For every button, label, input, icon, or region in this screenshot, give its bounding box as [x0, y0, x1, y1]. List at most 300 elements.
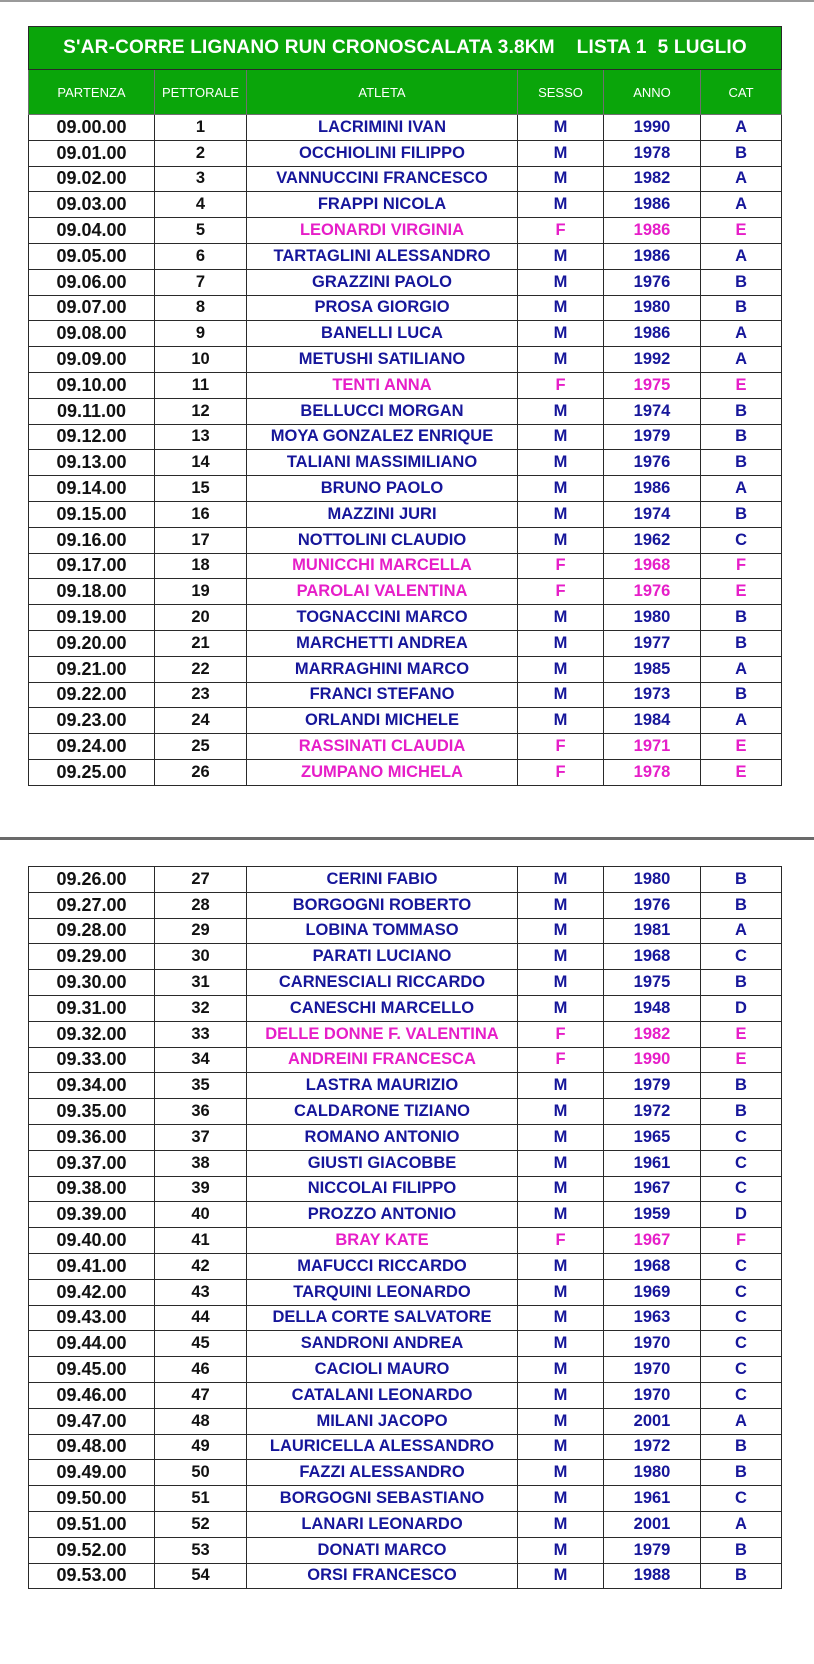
sex-cell: M: [518, 295, 604, 321]
year-cell: 1973: [604, 682, 701, 708]
category-cell: C: [701, 1176, 782, 1202]
sex-cell: F: [518, 1021, 604, 1047]
start-time-cell: 09.11.00: [29, 398, 155, 424]
table-row: [29, 682, 782, 708]
sex-cell: M: [518, 1408, 604, 1434]
sex-cell: F: [518, 1228, 604, 1254]
start-time-cell: 09.47.00: [29, 1408, 155, 1434]
athlete-cell: CACIOLI MAURO: [247, 1357, 518, 1383]
year-cell: 1990: [604, 1047, 701, 1073]
table-row: [29, 1331, 782, 1357]
start-time-cell: 09.44.00: [29, 1331, 155, 1357]
table-row: [29, 1124, 782, 1150]
category-cell: B: [701, 1563, 782, 1589]
table-row: [29, 476, 782, 502]
category-cell: B: [701, 1434, 782, 1460]
start-time-cell: 09.37.00: [29, 1150, 155, 1176]
bib-cell: 2: [155, 140, 247, 166]
table-row: [29, 708, 782, 734]
category-cell: C: [701, 1305, 782, 1331]
year-cell: 1971: [604, 734, 701, 760]
table-row: [29, 970, 782, 996]
table-row: [29, 734, 782, 760]
start-time-cell: 09.52.00: [29, 1537, 155, 1563]
athlete-cell: MAFUCCI RICCARDO: [247, 1253, 518, 1279]
sex-cell: M: [518, 1099, 604, 1125]
category-cell: D: [701, 1202, 782, 1228]
bib-cell: 30: [155, 944, 247, 970]
bib-cell: 27: [155, 867, 247, 893]
table-row: [29, 527, 782, 553]
bib-cell: 49: [155, 1434, 247, 1460]
category-cell: C: [701, 944, 782, 970]
athlete-cell: BORGOGNI ROBERTO: [247, 892, 518, 918]
start-time-cell: 09.48.00: [29, 1434, 155, 1460]
table-row: [29, 1202, 782, 1228]
category-cell: A: [701, 115, 782, 141]
bib-cell: 4: [155, 192, 247, 218]
sex-cell: M: [518, 1150, 604, 1176]
category-cell: B: [701, 1537, 782, 1563]
category-cell: B: [701, 1099, 782, 1125]
sex-cell: M: [518, 424, 604, 450]
sex-cell: M: [518, 398, 604, 424]
sex-cell: M: [518, 1253, 604, 1279]
year-cell: 1976: [604, 269, 701, 295]
category-cell: B: [701, 1460, 782, 1486]
bib-cell: 11: [155, 372, 247, 398]
bib-cell: 7: [155, 269, 247, 295]
start-time-cell: 09.05.00: [29, 243, 155, 269]
table-row: [29, 1099, 782, 1125]
start-time-cell: 09.36.00: [29, 1124, 155, 1150]
start-time-cell: 09.45.00: [29, 1357, 155, 1383]
start-time-cell: 09.20.00: [29, 630, 155, 656]
year-cell: 1974: [604, 398, 701, 424]
category-cell: B: [701, 630, 782, 656]
athlete-cell: RASSINATI CLAUDIA: [247, 734, 518, 760]
bib-cell: 36: [155, 1099, 247, 1125]
start-time-cell: 09.27.00: [29, 892, 155, 918]
table-row: [29, 1253, 782, 1279]
athlete-cell: MARRAGHINI MARCO: [247, 656, 518, 682]
header-cat: CAT: [701, 70, 782, 115]
category-cell: E: [701, 218, 782, 244]
bib-cell: 54: [155, 1563, 247, 1589]
bib-cell: 3: [155, 166, 247, 192]
athlete-cell: TARTAGLINI ALESSANDRO: [247, 243, 518, 269]
athlete-cell: LACRIMINI IVAN: [247, 115, 518, 141]
table-row: [29, 115, 782, 141]
year-cell: 1985: [604, 656, 701, 682]
start-time-cell: 09.21.00: [29, 656, 155, 682]
start-time-cell: 09.13.00: [29, 450, 155, 476]
start-time-cell: 09.46.00: [29, 1382, 155, 1408]
category-cell: B: [701, 140, 782, 166]
start-time-cell: 09.49.00: [29, 1460, 155, 1486]
start-list-table-2: [28, 866, 782, 1589]
athlete-cell: LAURICELLA ALESSANDRO: [247, 1434, 518, 1460]
athlete-cell: BORGOGNI SEBASTIANO: [247, 1486, 518, 1512]
sex-cell: F: [518, 734, 604, 760]
year-cell: 1980: [604, 867, 701, 893]
category-cell: E: [701, 734, 782, 760]
sex-cell: M: [518, 347, 604, 373]
category-cell: A: [701, 166, 782, 192]
category-cell: A: [701, 192, 782, 218]
athlete-cell: ANDREINI FRANCESCA: [247, 1047, 518, 1073]
category-cell: B: [701, 892, 782, 918]
start-time-cell: 09.26.00: [29, 867, 155, 893]
sex-cell: M: [518, 1202, 604, 1228]
table-row: [29, 166, 782, 192]
bib-cell: 26: [155, 759, 247, 785]
athlete-cell: CERINI FABIO: [247, 867, 518, 893]
athlete-cell: ORSI FRANCESCO: [247, 1563, 518, 1589]
athlete-cell: CANESCHI MARCELLO: [247, 995, 518, 1021]
sex-cell: M: [518, 1511, 604, 1537]
sex-cell: F: [518, 1047, 604, 1073]
sex-cell: M: [518, 995, 604, 1021]
start-time-cell: 09.04.00: [29, 218, 155, 244]
start-time-cell: 09.35.00: [29, 1099, 155, 1125]
bib-cell: 33: [155, 1021, 247, 1047]
category-cell: C: [701, 1382, 782, 1408]
bib-cell: 5: [155, 218, 247, 244]
category-cell: B: [701, 682, 782, 708]
category-cell: B: [701, 867, 782, 893]
category-cell: C: [701, 1279, 782, 1305]
sex-cell: M: [518, 970, 604, 996]
sex-cell: M: [518, 321, 604, 347]
header-atleta: ATLETA: [247, 70, 518, 115]
table-row: [29, 1408, 782, 1434]
year-cell: 1959: [604, 1202, 701, 1228]
bib-cell: 19: [155, 579, 247, 605]
athlete-cell: FRANCI STEFANO: [247, 682, 518, 708]
sex-cell: M: [518, 1460, 604, 1486]
start-time-cell: 09.18.00: [29, 579, 155, 605]
sex-cell: M: [518, 1331, 604, 1357]
category-cell: A: [701, 1408, 782, 1434]
category-cell: B: [701, 970, 782, 996]
year-cell: 1962: [604, 527, 701, 553]
table-row: [29, 1382, 782, 1408]
bib-cell: 21: [155, 630, 247, 656]
category-cell: B: [701, 450, 782, 476]
start-time-cell: 09.07.00: [29, 295, 155, 321]
table-row: [29, 1537, 782, 1563]
header-anno: ANNO: [604, 70, 701, 115]
category-cell: B: [701, 269, 782, 295]
sex-cell: F: [518, 759, 604, 785]
year-cell: 1978: [604, 140, 701, 166]
athlete-cell: VANNUCCINI FRANCESCO: [247, 166, 518, 192]
table-row: [29, 759, 782, 785]
start-time-cell: 09.32.00: [29, 1021, 155, 1047]
year-cell: 1970: [604, 1357, 701, 1383]
bib-cell: 53: [155, 1537, 247, 1563]
year-cell: 1992: [604, 347, 701, 373]
bib-cell: 12: [155, 398, 247, 424]
category-cell: C: [701, 1124, 782, 1150]
athlete-cell: DELLE DONNE F. VALENTINA: [247, 1021, 518, 1047]
category-cell: E: [701, 759, 782, 785]
category-cell: B: [701, 424, 782, 450]
bib-cell: 24: [155, 708, 247, 734]
sex-cell: M: [518, 1434, 604, 1460]
year-cell: 1963: [604, 1305, 701, 1331]
category-cell: B: [701, 295, 782, 321]
athlete-cell: TARQUINI LEONARDO: [247, 1279, 518, 1305]
year-cell: 1975: [604, 970, 701, 996]
sex-cell: M: [518, 656, 604, 682]
sex-cell: M: [518, 192, 604, 218]
athlete-cell: MOYA GONZALEZ ENRIQUE: [247, 424, 518, 450]
athlete-cell: MILANI JACOPO: [247, 1408, 518, 1434]
category-cell: A: [701, 347, 782, 373]
start-time-cell: 09.15.00: [29, 501, 155, 527]
sex-cell: F: [518, 553, 604, 579]
table-row: [29, 1150, 782, 1176]
bib-cell: 44: [155, 1305, 247, 1331]
sex-cell: M: [518, 1124, 604, 1150]
year-cell: 1972: [604, 1434, 701, 1460]
bib-cell: 15: [155, 476, 247, 502]
year-cell: 1948: [604, 995, 701, 1021]
year-cell: 1984: [604, 708, 701, 734]
start-time-cell: 09.38.00: [29, 1176, 155, 1202]
sex-cell: M: [518, 1073, 604, 1099]
athlete-cell: LOBINA TOMMASO: [247, 918, 518, 944]
table-row: [29, 1073, 782, 1099]
bib-cell: 38: [155, 1150, 247, 1176]
table-row: [29, 295, 782, 321]
year-cell: 1977: [604, 630, 701, 656]
sex-cell: M: [518, 527, 604, 553]
category-cell: C: [701, 527, 782, 553]
category-cell: D: [701, 995, 782, 1021]
bib-cell: 25: [155, 734, 247, 760]
sex-cell: M: [518, 605, 604, 631]
bib-cell: 43: [155, 1279, 247, 1305]
year-cell: 1980: [604, 1460, 701, 1486]
start-time-cell: 09.24.00: [29, 734, 155, 760]
bib-cell: 29: [155, 918, 247, 944]
year-cell: 1990: [604, 115, 701, 141]
year-cell: 1982: [604, 1021, 701, 1047]
table-row: [29, 1511, 782, 1537]
category-cell: C: [701, 1150, 782, 1176]
start-time-cell: 09.43.00: [29, 1305, 155, 1331]
year-cell: 1965: [604, 1124, 701, 1150]
table-1-body: [29, 115, 782, 786]
year-cell: 1974: [604, 501, 701, 527]
section-divider: [0, 837, 814, 840]
sex-cell: F: [518, 372, 604, 398]
sex-cell: M: [518, 1537, 604, 1563]
table-row: [29, 501, 782, 527]
header-sesso: SESSO: [518, 70, 604, 115]
year-cell: 1979: [604, 1537, 701, 1563]
table-row: [29, 553, 782, 579]
athlete-cell: PROZZO ANTONIO: [247, 1202, 518, 1228]
category-cell: F: [701, 1228, 782, 1254]
athlete-cell: BRAY KATE: [247, 1228, 518, 1254]
bib-cell: 37: [155, 1124, 247, 1150]
athlete-cell: PAROLAI VALENTINA: [247, 579, 518, 605]
table-row: [29, 1305, 782, 1331]
year-cell: 1970: [604, 1382, 701, 1408]
bib-cell: 10: [155, 347, 247, 373]
category-cell: F: [701, 553, 782, 579]
year-cell: 1968: [604, 553, 701, 579]
category-cell: E: [701, 372, 782, 398]
athlete-cell: OCCHIOLINI FILIPPO: [247, 140, 518, 166]
table-row: [29, 892, 782, 918]
bib-cell: 46: [155, 1357, 247, 1383]
table-row: [29, 1228, 782, 1254]
start-time-cell: 09.17.00: [29, 553, 155, 579]
start-time-cell: 09.03.00: [29, 192, 155, 218]
athlete-cell: BRUNO PAOLO: [247, 476, 518, 502]
sex-cell: M: [518, 1357, 604, 1383]
sex-cell: M: [518, 682, 604, 708]
sex-cell: M: [518, 140, 604, 166]
sex-cell: M: [518, 501, 604, 527]
sex-cell: M: [518, 1279, 604, 1305]
athlete-cell: MAZZINI JURI: [247, 501, 518, 527]
year-cell: 1986: [604, 476, 701, 502]
table-row: [29, 1021, 782, 1047]
table-row: [29, 218, 782, 244]
start-time-cell: 09.01.00: [29, 140, 155, 166]
athlete-cell: MARCHETTI ANDREA: [247, 630, 518, 656]
year-cell: 1967: [604, 1228, 701, 1254]
year-cell: 1972: [604, 1099, 701, 1125]
start-time-cell: 09.22.00: [29, 682, 155, 708]
start-time-cell: 09.30.00: [29, 970, 155, 996]
start-time-cell: 09.12.00: [29, 424, 155, 450]
athlete-cell: SANDRONI ANDREA: [247, 1331, 518, 1357]
table-row: [29, 1357, 782, 1383]
athlete-cell: CALDARONE TIZIANO: [247, 1099, 518, 1125]
table-row: [29, 192, 782, 218]
sex-cell: M: [518, 1176, 604, 1202]
bib-cell: 51: [155, 1486, 247, 1512]
year-cell: 1978: [604, 759, 701, 785]
table-row: [29, 1176, 782, 1202]
table-row: [29, 656, 782, 682]
bib-cell: 45: [155, 1331, 247, 1357]
sex-cell: M: [518, 892, 604, 918]
start-time-cell: 09.39.00: [29, 1202, 155, 1228]
start-time-cell: 09.31.00: [29, 995, 155, 1021]
category-cell: A: [701, 321, 782, 347]
bib-cell: 42: [155, 1253, 247, 1279]
start-time-cell: 09.28.00: [29, 918, 155, 944]
bib-cell: 52: [155, 1511, 247, 1537]
bib-cell: 48: [155, 1408, 247, 1434]
category-cell: E: [701, 1021, 782, 1047]
bib-cell: 35: [155, 1073, 247, 1099]
year-cell: 1986: [604, 192, 701, 218]
athlete-cell: FRAPPI NICOLA: [247, 192, 518, 218]
year-cell: 1976: [604, 892, 701, 918]
bib-cell: 50: [155, 1460, 247, 1486]
athlete-cell: CATALANI LEONARDO: [247, 1382, 518, 1408]
table-row: [29, 579, 782, 605]
table-row: [29, 630, 782, 656]
sex-cell: M: [518, 1486, 604, 1512]
athlete-cell: NICCOLAI FILIPPO: [247, 1176, 518, 1202]
athlete-cell: GRAZZINI PAOLO: [247, 269, 518, 295]
list-title: S'AR-CORRE LIGNANO RUN CRONOSCALATA 3.8KM LISTA 1 5 LUGLIO: [29, 27, 782, 70]
table-row: [29, 1434, 782, 1460]
table-row: [29, 140, 782, 166]
category-cell: A: [701, 918, 782, 944]
year-cell: 1988: [604, 1563, 701, 1589]
year-cell: 1970: [604, 1331, 701, 1357]
start-time-cell: 09.34.00: [29, 1073, 155, 1099]
bib-cell: 32: [155, 995, 247, 1021]
athlete-cell: LANARI LEONARDO: [247, 1511, 518, 1537]
year-cell: 1979: [604, 424, 701, 450]
category-cell: A: [701, 1511, 782, 1537]
table-row: [29, 867, 782, 893]
category-cell: C: [701, 1331, 782, 1357]
sex-cell: M: [518, 918, 604, 944]
year-cell: 1986: [604, 218, 701, 244]
start-time-cell: 09.02.00: [29, 166, 155, 192]
start-time-cell: 09.50.00: [29, 1486, 155, 1512]
year-cell: 1980: [604, 605, 701, 631]
start-time-cell: 09.23.00: [29, 708, 155, 734]
table-row: [29, 398, 782, 424]
athlete-cell: TENTI ANNA: [247, 372, 518, 398]
sex-cell: M: [518, 115, 604, 141]
sex-cell: M: [518, 1382, 604, 1408]
year-cell: 1967: [604, 1176, 701, 1202]
table-row: [29, 424, 782, 450]
start-time-cell: 09.14.00: [29, 476, 155, 502]
bib-cell: 18: [155, 553, 247, 579]
start-time-cell: 09.00.00: [29, 115, 155, 141]
athlete-cell: PROSA GIORGIO: [247, 295, 518, 321]
sex-cell: M: [518, 1563, 604, 1589]
category-cell: C: [701, 1357, 782, 1383]
table-2-body: [29, 867, 782, 1589]
year-cell: 1981: [604, 918, 701, 944]
start-list-table-1: [28, 26, 782, 786]
athlete-cell: FAZZI ALESSANDRO: [247, 1460, 518, 1486]
start-time-cell: 09.25.00: [29, 759, 155, 785]
category-cell: B: [701, 1073, 782, 1099]
start-time-cell: 09.41.00: [29, 1253, 155, 1279]
table-row: [29, 243, 782, 269]
start-time-cell: 09.40.00: [29, 1228, 155, 1254]
sex-cell: F: [518, 579, 604, 605]
table-row: [29, 605, 782, 631]
athlete-cell: BANELLI LUCA: [247, 321, 518, 347]
table-row: [29, 269, 782, 295]
year-cell: 1980: [604, 295, 701, 321]
start-time-cell: 09.06.00: [29, 269, 155, 295]
table-row: [29, 1563, 782, 1589]
category-cell: C: [701, 1253, 782, 1279]
sex-cell: M: [518, 944, 604, 970]
category-cell: B: [701, 605, 782, 631]
